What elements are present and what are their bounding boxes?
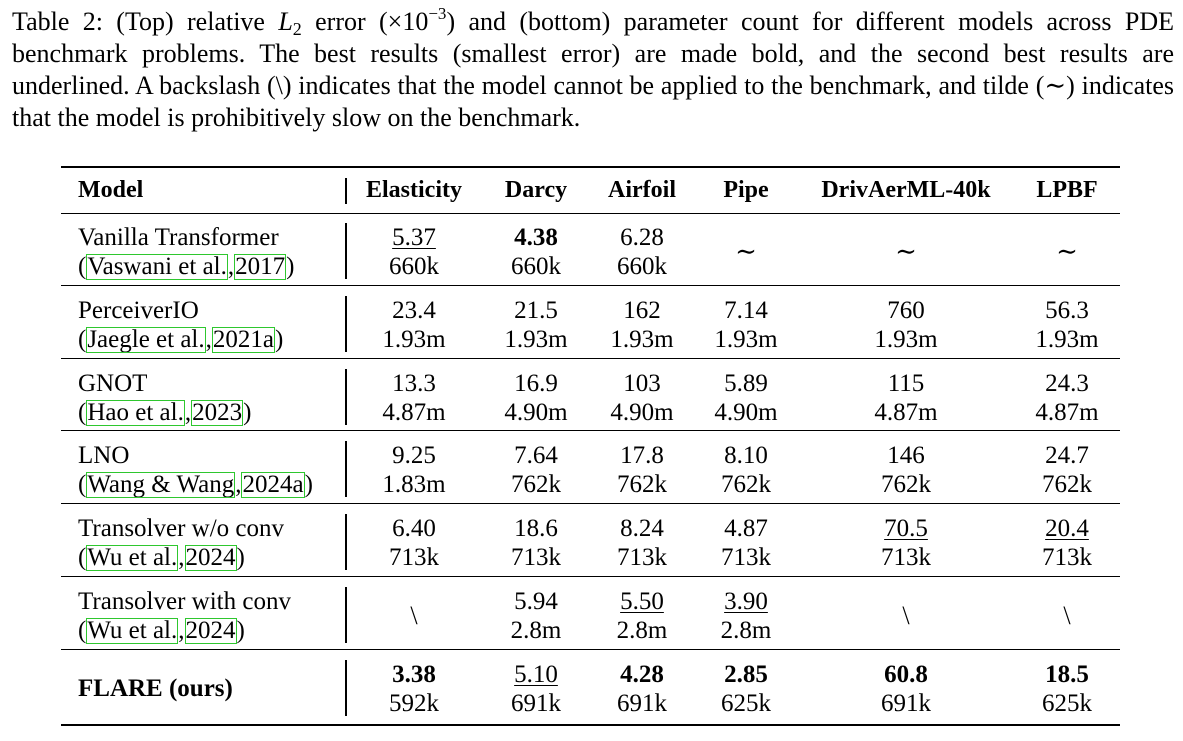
- result-cell: [617, 223, 667, 281]
- result-cell: [874, 296, 937, 354]
- caption-part2: error (×10: [301, 7, 429, 36]
- param-count: 2.8m: [616, 617, 668, 644]
- error-value: 18.5: [1045, 661, 1089, 688]
- param-count: 691k: [617, 690, 667, 717]
- error-value: 4.87: [724, 515, 768, 542]
- not-applicable-symbol: \: [410, 601, 418, 630]
- citation-close-paren: ): [275, 326, 284, 353]
- result-cell: [382, 369, 445, 427]
- model-name: Transolver with conv: [78, 588, 291, 615]
- param-count: 1.93m: [382, 326, 446, 353]
- citation-comma: ,: [178, 617, 185, 644]
- error-value: 18.6: [514, 515, 558, 542]
- param-count: 713k: [617, 544, 667, 571]
- citation-close-paren: ): [236, 617, 245, 644]
- citation-comma: ,: [235, 471, 242, 498]
- column-header: Elasticity: [366, 177, 462, 203]
- citation-author-link[interactable]: Jaegle et al.: [87, 326, 205, 353]
- row-separator-rule: [61, 285, 1120, 286]
- column-divider: [345, 178, 347, 204]
- param-count: 625k: [721, 690, 771, 717]
- param-count: 691k: [511, 690, 561, 717]
- result-cell: [610, 296, 673, 354]
- model-name: Vanilla Transformer: [78, 224, 279, 251]
- param-count: 4.87m: [874, 399, 938, 426]
- result-cell: [389, 660, 439, 718]
- model-name-cell: [78, 296, 283, 354]
- param-count: 713k: [1042, 544, 1092, 571]
- citation-close-paren: ): [236, 544, 245, 571]
- citation-open-paren: (: [78, 326, 87, 353]
- table-bottom-rule: [61, 724, 1120, 726]
- error-value: 9.25: [392, 442, 436, 469]
- model-name: LNO: [78, 442, 130, 469]
- param-count: 1.83m: [382, 471, 446, 498]
- error-value: 16.9: [514, 370, 558, 397]
- param-count: 713k: [721, 544, 771, 571]
- column-divider: [345, 296, 347, 352]
- column-header: Model: [78, 177, 144, 203]
- error-value: 2.85: [724, 661, 768, 688]
- result-cell: [617, 441, 667, 499]
- param-count: 660k: [389, 253, 439, 280]
- result-cell: [617, 660, 667, 718]
- column-header: DrivAerML-40k: [821, 177, 991, 203]
- l2-symbol: L: [278, 7, 293, 36]
- result-cell: [714, 369, 777, 427]
- result-cell: [511, 223, 561, 281]
- param-count: 4.87m: [1035, 399, 1099, 426]
- param-count: 762k: [721, 471, 771, 498]
- citation-comma: ,: [227, 253, 235, 280]
- result-cell: [1035, 296, 1098, 354]
- result-cell: [1042, 660, 1092, 718]
- result-cell: [511, 514, 561, 572]
- result-cell: [610, 369, 673, 427]
- param-count: 4.87m: [382, 399, 446, 426]
- param-count: 713k: [389, 544, 439, 571]
- table-caption: [12, 6, 1174, 134]
- error-value: 5.50: [620, 588, 664, 615]
- model-name-cell: [78, 587, 291, 645]
- result-cell: [714, 296, 777, 354]
- citation-close-paren: ): [286, 253, 295, 280]
- error-value: 8.10: [724, 442, 768, 469]
- citation-open-paren: (: [78, 544, 87, 571]
- error-value: 60.8: [884, 661, 928, 688]
- result-cell: [511, 660, 561, 718]
- param-count: 762k: [617, 471, 667, 498]
- not-applicable-symbol: \: [1063, 601, 1071, 630]
- exponent: −3: [428, 4, 447, 23]
- column-divider: [345, 223, 347, 279]
- param-count: 625k: [1042, 690, 1092, 717]
- model-citation: [78, 398, 251, 427]
- result-cell: [504, 296, 567, 354]
- citation-comma: ,: [178, 544, 185, 571]
- model-name-cell: [78, 441, 313, 499]
- column-divider: [345, 587, 347, 643]
- error-value: 20.4: [1045, 515, 1089, 542]
- model-name-cell: [78, 674, 233, 703]
- param-count: 1.93m: [610, 326, 674, 353]
- error-value: 21.5: [514, 297, 558, 324]
- column-divider: [345, 660, 347, 716]
- result-cell: [389, 223, 439, 281]
- error-value: 7.14: [724, 297, 768, 324]
- result-cell: [511, 441, 561, 499]
- error-value: 3.38: [392, 661, 436, 688]
- row-separator-rule: [61, 649, 1120, 650]
- citation-author-link[interactable]: Wang & Wang: [87, 471, 235, 498]
- column-divider: [345, 369, 347, 425]
- not-applicable-symbol: ∼: [735, 237, 757, 266]
- param-count: 4.90m: [610, 399, 674, 426]
- citation-year-link[interactable]: 2017: [235, 253, 286, 280]
- model-citation: [78, 616, 291, 645]
- citation-author-link[interactable]: Vaswani et al.: [87, 253, 227, 280]
- row-separator-rule: [61, 503, 1120, 504]
- citation-year-link[interactable]: 2024: [185, 617, 236, 644]
- model-name-cell: [78, 514, 284, 572]
- error-value: 6.28: [620, 224, 664, 251]
- result-cell: [721, 587, 772, 645]
- row-separator-rule: [61, 576, 1120, 577]
- citation-year-link[interactable]: 2023: [192, 399, 243, 426]
- citation-comma: ,: [184, 399, 192, 426]
- caption-part3: ) and (bottom) parameter count for different models across PDE benchmark problems. The best results (smallest error) are made bold, and the second best results are underlined. A backslash (\) indicates that the model cannot be applied to the benchmark, and tilde (∼) indicates that the model is prohibitively slow on the benchmark.: [12, 7, 1174, 132]
- param-count: 713k: [511, 544, 561, 571]
- error-value: 56.3: [1045, 297, 1089, 324]
- param-count: 660k: [617, 253, 667, 280]
- l2-subscript: 2: [292, 19, 302, 39]
- result-cell: [721, 660, 771, 718]
- error-value: 24.3: [1045, 370, 1089, 397]
- error-value: 13.3: [392, 370, 436, 397]
- model-name-cell: [78, 369, 251, 427]
- param-count: 691k: [881, 690, 931, 717]
- param-count: 4.90m: [714, 399, 778, 426]
- param-count: 660k: [511, 253, 561, 280]
- error-value: 3.90: [724, 588, 768, 615]
- param-count: 1.93m: [1035, 326, 1099, 353]
- column-header: Pipe: [723, 177, 769, 203]
- model-citation: [78, 325, 283, 354]
- table-top-rule: [61, 166, 1120, 168]
- not-applicable-symbol: ∼: [1056, 237, 1078, 266]
- model-name: FLARE (ours): [78, 675, 233, 702]
- error-value: 7.64: [514, 442, 558, 469]
- result-cell: [1042, 441, 1092, 499]
- result-cell: [881, 441, 931, 499]
- param-count: 1.93m: [504, 326, 568, 353]
- param-count: 1.93m: [714, 326, 778, 353]
- citation-open-paren: (: [78, 617, 87, 644]
- not-applicable-symbol: \: [902, 601, 910, 630]
- error-value: 103: [623, 370, 661, 397]
- citation-close-paren: ): [243, 399, 252, 426]
- param-count: 592k: [389, 690, 439, 717]
- error-value: 70.5: [884, 515, 928, 542]
- citation-close-paren: ): [304, 471, 313, 498]
- citation-author-link[interactable]: Hao et al.: [87, 399, 184, 426]
- model-name: PerceiverIO: [78, 297, 199, 324]
- citation-year-link[interactable]: 2021a: [212, 326, 274, 353]
- column-header: LPBF: [1036, 177, 1098, 203]
- result-cell: [382, 296, 445, 354]
- citation-author-link[interactable]: Wu et al.: [87, 617, 178, 644]
- column-header: Airfoil: [608, 177, 676, 203]
- error-value: 6.40: [392, 515, 436, 542]
- error-value: 4.28: [620, 661, 664, 688]
- error-value: 760: [887, 297, 925, 324]
- row-separator-rule: [61, 358, 1120, 359]
- citation-year-link[interactable]: 2024: [185, 544, 236, 571]
- model-name-cell: [78, 223, 294, 281]
- result-cell: [1042, 514, 1092, 572]
- citation-open-paren: (: [78, 253, 87, 280]
- error-value: 8.24: [620, 515, 664, 542]
- model-citation: [78, 252, 294, 281]
- model-name: GNOT: [78, 370, 148, 397]
- error-value: 162: [623, 297, 661, 324]
- model-citation: [78, 543, 284, 572]
- caption-part1: Table 2: (Top) relative: [12, 7, 279, 36]
- result-cell: [881, 660, 931, 718]
- param-count: 1.93m: [874, 326, 938, 353]
- model-citation: [78, 470, 313, 499]
- error-value: 5.37: [392, 224, 436, 251]
- error-value: 5.94: [514, 588, 558, 615]
- result-cell: [721, 514, 771, 572]
- row-separator-rule: [61, 430, 1120, 431]
- result-cell: [504, 369, 567, 427]
- column-divider: [345, 514, 347, 570]
- error-value: 4.38: [514, 224, 558, 251]
- result-cell: [881, 514, 931, 572]
- param-count: 713k: [881, 544, 931, 571]
- error-value: 17.8: [620, 442, 664, 469]
- result-cell: [617, 514, 667, 572]
- column-divider: [345, 441, 347, 497]
- column-header: Darcy: [504, 177, 568, 203]
- error-value: 5.89: [724, 370, 768, 397]
- result-cell: [874, 369, 937, 427]
- error-value: 5.10: [514, 661, 558, 688]
- param-count: 2.8m: [720, 617, 772, 644]
- param-count: 4.90m: [504, 399, 568, 426]
- param-count: 762k: [1042, 471, 1092, 498]
- result-cell: [511, 587, 562, 645]
- result-cell: [721, 441, 771, 499]
- error-value: 146: [887, 442, 925, 469]
- error-value: 24.7: [1045, 442, 1089, 469]
- citation-open-paren: (: [78, 471, 87, 498]
- param-count: 2.8m: [510, 617, 562, 644]
- result-cell: [617, 587, 668, 645]
- citation-year-link[interactable]: 2024a: [242, 471, 304, 498]
- param-count: 762k: [511, 471, 561, 498]
- citation-open-paren: (: [78, 399, 87, 426]
- error-value: 115: [887, 370, 925, 397]
- param-count: 762k: [881, 471, 931, 498]
- not-applicable-symbol: ∼: [895, 237, 917, 266]
- result-cell: [1035, 369, 1098, 427]
- result-cell: [382, 441, 445, 499]
- citation-author-link[interactable]: Wu et al.: [87, 544, 178, 571]
- header-rule: [61, 213, 1120, 214]
- citation-comma: ,: [205, 326, 212, 353]
- result-cell: [389, 514, 439, 572]
- error-value: 23.4: [392, 297, 436, 324]
- model-name: Transolver w/o conv: [78, 515, 285, 542]
